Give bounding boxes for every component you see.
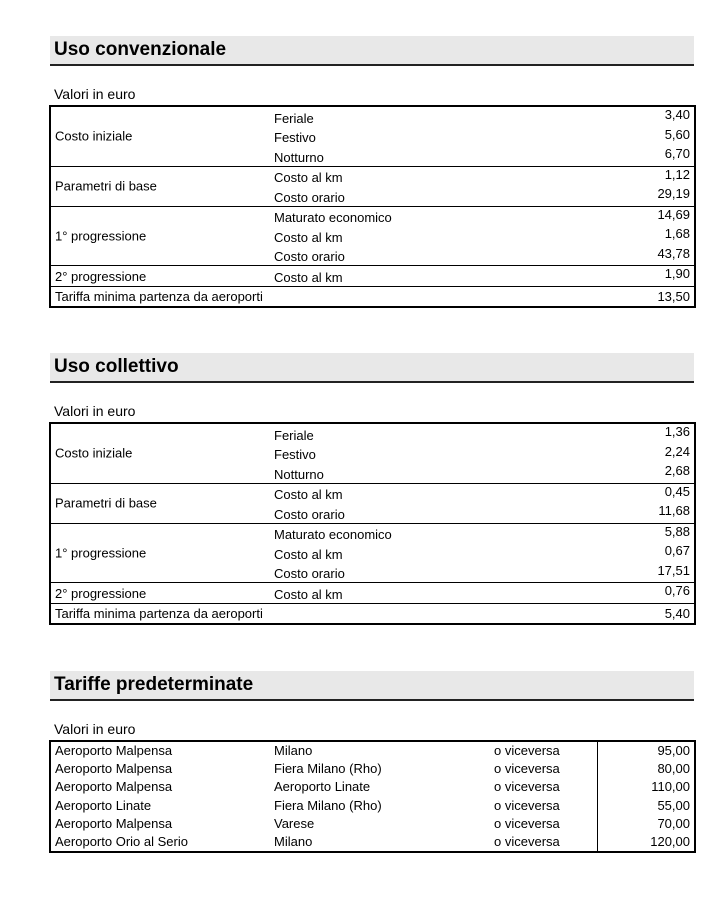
table-row (51, 543, 694, 563)
table-row (51, 742, 694, 760)
group-parametri-di-base (51, 167, 694, 207)
table-row (51, 463, 694, 483)
row-value: 0,67 (664, 543, 690, 558)
row-value: 0,76 (664, 583, 690, 598)
table-row (51, 167, 694, 187)
route-destination: Aeroporto Linate (274, 779, 371, 795)
row-value: 1,68 (664, 226, 690, 241)
row-label: Costo al km (274, 487, 343, 502)
row-label: Costo al km (274, 269, 343, 285)
row-value: 1,36 (664, 424, 690, 439)
group-label: 2° progressione (55, 585, 147, 601)
row-label: Festivo (274, 447, 316, 462)
row-value: 5,60 (664, 126, 690, 142)
row-label: Notturno (274, 466, 324, 482)
table-row (51, 444, 694, 464)
route-direction: o viceversa (494, 761, 560, 777)
group-label: 1° progressione (55, 545, 147, 561)
row-label: Costo orario (274, 566, 345, 581)
table-row (51, 484, 694, 504)
table-row (51, 563, 694, 583)
group-parametri-di-base (51, 484, 694, 524)
row-label: Feriale (274, 110, 314, 126)
min-fare-label: Tariffa minima partenza da aeroporti (55, 605, 263, 621)
table-row (51, 760, 694, 778)
group-1-progressione (51, 524, 694, 584)
route-origin: Aeroporto Malpensa (55, 743, 173, 758)
row-label: Costo al km (274, 586, 343, 602)
min-fare-row (51, 604, 694, 623)
group-label: Costo iniziale (55, 128, 133, 144)
predetermined-fares-table (49, 740, 696, 853)
table-row (51, 424, 694, 444)
route-price: 80,00 (657, 761, 690, 777)
table-row (51, 226, 694, 246)
table-row (51, 833, 694, 851)
table-row (51, 127, 694, 147)
table-row (51, 815, 694, 833)
row-label: Festivo (274, 130, 316, 145)
route-origin: Aeroporto Malpensa (55, 761, 173, 777)
section-title-tariffe-predeterminate: Tariffe predeterminate (50, 671, 694, 701)
route-destination: Milano (274, 833, 313, 849)
table-row (51, 246, 694, 266)
section-caption: Valori in euro (54, 721, 136, 737)
table-row (51, 778, 694, 796)
route-origin: Aeroporto Linate (55, 797, 152, 813)
table-row (51, 186, 694, 206)
group-costo-iniziale (51, 424, 694, 484)
route-origin: Aeroporto Malpensa (55, 779, 173, 795)
row-value: 5,88 (664, 523, 690, 539)
row-value: 2,68 (664, 463, 690, 478)
table-row (51, 266, 694, 286)
route-direction: o viceversa (494, 779, 560, 795)
table-row (51, 583, 694, 603)
row-value: 0,45 (664, 483, 690, 499)
route-price: 55,00 (657, 797, 690, 813)
table-row (51, 146, 694, 166)
group-1-progressione (51, 207, 694, 267)
row-value: 17,51 (657, 562, 690, 578)
section-title-uso-convenzionale: Uso convenzionale (50, 36, 694, 66)
min-fare-value: 5,40 (664, 605, 690, 621)
group-label: Parametri di base (55, 495, 157, 511)
section-title-uso-collettivo: Uso collettivo (50, 353, 694, 383)
row-label: Costo al km (274, 546, 343, 562)
route-price: 70,00 (657, 815, 690, 831)
route-price: 120,00 (650, 833, 690, 849)
route-price: 110,00 (651, 779, 690, 795)
row-label: Notturno (274, 149, 324, 165)
row-value: 3,40 (664, 107, 690, 122)
section-caption: Valori in euro (54, 86, 136, 102)
group-2-progressione (51, 583, 694, 604)
row-label: Maturato economico (274, 527, 392, 542)
table-row (51, 207, 694, 227)
group-label: Costo iniziale (55, 445, 133, 461)
fare-table-uso-collettivo (49, 422, 696, 625)
row-value: 1,12 (664, 166, 690, 182)
route-origin: Aeroporto Malpensa (55, 815, 173, 831)
route-direction: o viceversa (494, 815, 560, 831)
route-destination: Fiera Milano (Rho) (274, 797, 382, 813)
fare-table-uso-convenzionale (49, 105, 696, 308)
section-caption: Valori in euro (54, 403, 136, 419)
row-label: Maturato economico (274, 210, 392, 225)
group-label: Parametri di base (55, 178, 157, 194)
min-fare-label: Tariffa minima partenza da aeroporti (55, 288, 263, 304)
row-value: 6,70 (664, 146, 690, 161)
row-label: Costo orario (274, 249, 345, 264)
route-destination: Milano (274, 743, 313, 758)
table-row (51, 797, 694, 815)
route-destination: Varese (274, 815, 315, 831)
table-row (51, 503, 694, 523)
row-label: Costo orario (274, 506, 345, 522)
row-value: 1,90 (664, 266, 690, 281)
row-value: 14,69 (657, 206, 690, 222)
row-value: 11,68 (658, 503, 690, 518)
table-row (51, 524, 694, 544)
group-costo-iniziale (51, 107, 694, 167)
route-direction: o viceversa (494, 833, 560, 849)
row-label: Feriale (274, 427, 314, 443)
table-row (51, 107, 694, 127)
route-price: 95,00 (657, 743, 690, 758)
route-direction: o viceversa (494, 743, 560, 758)
group-label: 2° progressione (55, 268, 147, 284)
min-fare-value: 13,50 (657, 288, 690, 304)
row-value: 29,19 (657, 186, 690, 201)
route-destination: Fiera Milano (Rho) (274, 761, 382, 777)
row-label: Costo orario (274, 189, 345, 205)
min-fare-row (51, 287, 694, 306)
group-label: 1° progressione (55, 228, 147, 244)
row-label: Costo al km (274, 170, 343, 185)
row-label: Costo al km (274, 229, 343, 245)
route-origin: Aeroporto Orio al Serio (55, 833, 188, 849)
group-2-progressione (51, 266, 694, 287)
row-value: 43,78 (657, 245, 690, 261)
route-direction: o viceversa (494, 797, 560, 813)
row-value: 2,24 (664, 443, 690, 459)
